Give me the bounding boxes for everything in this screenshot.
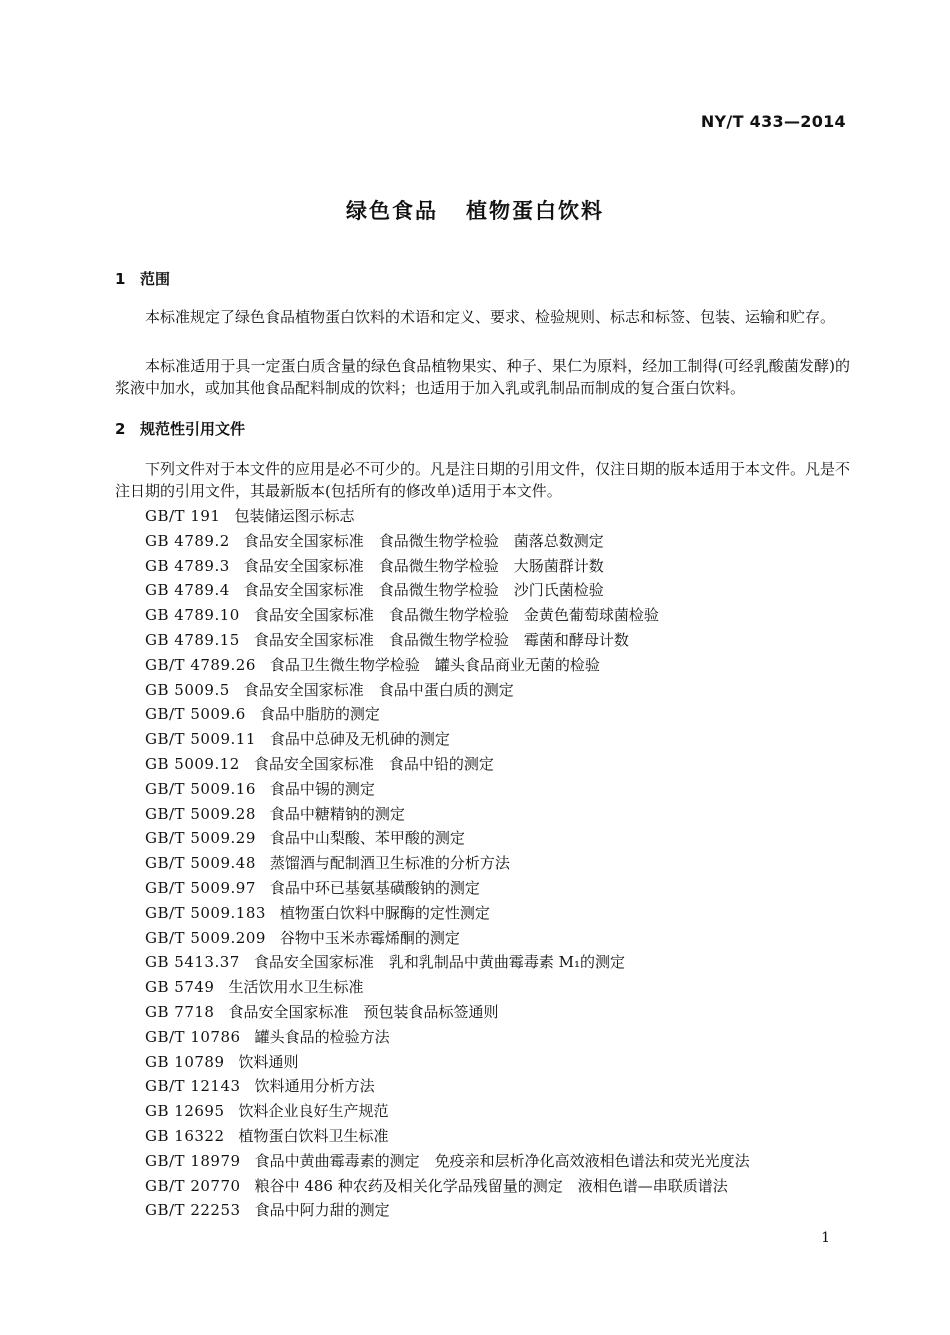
reference-code: GB 12695 bbox=[145, 1102, 225, 1121]
reference-title: 食品安全国家标准 食品微生物学检验 沙门氏菌检验 bbox=[243, 581, 604, 600]
section-1-heading bbox=[115, 268, 170, 289]
reference-title: 饮料企业良好生产规范 bbox=[238, 1102, 389, 1121]
reference-title: 食品安全国家标准 食品微生物学检验 霉菌和酵母计数 bbox=[253, 630, 629, 649]
reference-item bbox=[145, 975, 750, 1000]
reference-title: 食品安全国家标准 预包装食品标签通则 bbox=[228, 1002, 499, 1021]
reference-code: GB/T 18979 bbox=[145, 1151, 241, 1170]
reference-item bbox=[145, 1025, 750, 1050]
page-number: 1 bbox=[821, 1230, 830, 1246]
reference-title: 植物蛋白饮料卫生标准 bbox=[238, 1126, 389, 1145]
reference-code: GB 4789.15 bbox=[145, 630, 240, 649]
reference-code: GB 7718 bbox=[145, 1002, 215, 1021]
reference-list bbox=[145, 504, 750, 1223]
reference-title: 包装储运图示标志 bbox=[234, 507, 355, 525]
reference-title: 食品安全国家标准 食品微生物学检验 大肠菌群计数 bbox=[243, 556, 604, 575]
section-1-title: 范围 bbox=[140, 270, 171, 288]
reference-title: 食品安全国家标准 食品中蛋白质的测定 bbox=[243, 680, 514, 699]
title-part-1: 绿色食品 bbox=[346, 199, 438, 223]
reference-code: GB 5009.12 bbox=[145, 754, 240, 773]
reference-code: GB/T 5009.28 bbox=[145, 804, 256, 823]
reference-title: 食品安全国家标准 食品微生物学检验 菌落总数测定 bbox=[243, 531, 604, 550]
reference-item bbox=[145, 1149, 750, 1174]
reference-item bbox=[145, 727, 750, 752]
reference-title: 生活饮用水卫生标准 bbox=[228, 978, 364, 997]
reference-item bbox=[145, 826, 750, 851]
reference-code: GB/T 10786 bbox=[145, 1027, 241, 1046]
reference-title: 食品中环已基氨基磺酸钠的测定 bbox=[269, 878, 480, 897]
standard-code: NY/T 433—2014 bbox=[700, 112, 846, 131]
reference-code: GB/T 191 bbox=[145, 507, 221, 525]
reference-item bbox=[145, 1174, 750, 1199]
reference-item bbox=[145, 653, 750, 678]
reference-title: 食品安全国家标准 食品中铅的测定 bbox=[253, 754, 494, 773]
reference-title: 食品安全国家标准 乳和乳制品中黄曲霉毒素 M₁的测定 bbox=[253, 953, 625, 972]
reference-item bbox=[145, 802, 750, 827]
reference-item bbox=[145, 529, 750, 554]
reference-title: 食品卫生微生物学检验 罐头食品商业无菌的检验 bbox=[269, 655, 600, 674]
reference-code: GB 4789.4 bbox=[145, 581, 230, 600]
reference-code: GB/T 5009.97 bbox=[145, 878, 256, 897]
reference-item bbox=[145, 1050, 750, 1075]
section-1-paragraph-1: 本标准规定了绿色食品植物蛋白饮料的术语和定义、要求、检验规则、标志和标签、包装、运输和贮存。 bbox=[145, 308, 836, 326]
reference-code: GB/T 5009.29 bbox=[145, 829, 256, 848]
title-part-2: 植物蛋白饮料 bbox=[466, 199, 604, 223]
reference-item bbox=[145, 678, 750, 703]
reference-code: GB/T 5009.16 bbox=[145, 779, 256, 798]
reference-item bbox=[145, 901, 750, 926]
reference-code: GB/T 20770 bbox=[145, 1176, 241, 1195]
reference-title: 食品中锡的测定 bbox=[269, 779, 375, 798]
reference-code: GB 5413.37 bbox=[145, 953, 240, 972]
reference-code: GB/T 5009.183 bbox=[145, 903, 266, 922]
reference-title: 饮料通则 bbox=[238, 1052, 299, 1071]
reference-item bbox=[145, 876, 750, 901]
reference-code: GB 16322 bbox=[145, 1126, 225, 1145]
reference-title: 食品中总砷及无机砷的测定 bbox=[269, 730, 450, 749]
reference-title: 谷物中玉米赤霉烯酮的测定 bbox=[279, 928, 460, 947]
section-2-title: 规范性引用文件 bbox=[140, 420, 246, 438]
reference-item bbox=[145, 777, 750, 802]
reference-item bbox=[145, 950, 750, 975]
reference-item bbox=[145, 1124, 750, 1149]
reference-code: GB/T 5009.48 bbox=[145, 854, 256, 873]
reference-code: GB 10789 bbox=[145, 1052, 225, 1071]
reference-item bbox=[145, 1000, 750, 1025]
reference-item bbox=[145, 603, 750, 628]
reference-code: GB 5749 bbox=[145, 978, 215, 997]
reference-title: 食品中黄曲霉毒素的测定 免疫亲和层析净化高效液相色谱法和荧光光度法 bbox=[254, 1151, 750, 1170]
reference-title: 食品中阿力甜的测定 bbox=[254, 1201, 390, 1220]
reference-title: 植物蛋白饮料中脲酶的定性测定 bbox=[279, 903, 490, 922]
reference-item bbox=[145, 851, 750, 876]
section-1-paragraph-2: 本标准适用于具一定蛋白质含量的绿色食品植物果实、种子、果仁为原料，经加工制得(可经乳酸菌发酵)的浆液中加水，或加其他食品配料制成的饮料；也适用于加入乳或乳制品而制成的复合蛋白饮料。 bbox=[115, 357, 850, 397]
reference-title: 蒸馏酒与配制酒卫生标准的分析方法 bbox=[269, 854, 510, 873]
reference-title: 食品中糖精钠的测定 bbox=[269, 804, 405, 823]
reference-title: 食品中脂肪的测定 bbox=[259, 705, 380, 724]
reference-item bbox=[145, 504, 750, 529]
document-title bbox=[0, 195, 950, 225]
reference-code: GB/T 12143 bbox=[145, 1077, 241, 1096]
reference-item bbox=[145, 578, 750, 603]
section-1-number: 1 bbox=[115, 270, 126, 288]
reference-code: GB 4789.10 bbox=[145, 606, 240, 625]
section-2-heading bbox=[115, 418, 245, 439]
reference-code: GB/T 5009.6 bbox=[145, 705, 246, 724]
reference-code: GB 4789.3 bbox=[145, 556, 230, 575]
reference-code: GB/T 5009.209 bbox=[145, 928, 266, 947]
reference-title: 粮谷中 486 种农药及相关化学品残留量的测定 液相色谱—串联质谱法 bbox=[254, 1176, 728, 1195]
reference-title: 饮料通用分析方法 bbox=[254, 1077, 375, 1096]
reference-code: GB/T 5009.11 bbox=[145, 730, 256, 749]
section-2-number: 2 bbox=[115, 420, 126, 438]
reference-code: GB/T 4789.26 bbox=[145, 655, 256, 674]
reference-item bbox=[145, 926, 750, 951]
reference-code: GB 4789.2 bbox=[145, 531, 230, 550]
reference-title: 食品安全国家标准 食品微生物学检验 金黄色葡萄球菌检验 bbox=[253, 606, 659, 625]
reference-item bbox=[145, 1198, 750, 1223]
reference-item bbox=[145, 554, 750, 579]
reference-code: GB/T 22253 bbox=[145, 1201, 241, 1220]
reference-item bbox=[145, 752, 750, 777]
reference-code: GB 5009.5 bbox=[145, 680, 230, 699]
reference-item bbox=[145, 1099, 750, 1124]
reference-item bbox=[145, 1074, 750, 1099]
reference-item bbox=[145, 702, 750, 727]
section-2-intro: 下列文件对于本文件的应用是必不可少的。凡是注日期的引用文件，仅注日期的版本适用于本文件。凡是不注日期的引用文件，其最新版本(包括所有的修改单)适用于本文件。 bbox=[115, 460, 851, 500]
reference-title: 罐头食品的检验方法 bbox=[254, 1027, 390, 1046]
reference-title: 食品中山梨酸、苯甲酸的测定 bbox=[269, 829, 465, 848]
reference-item bbox=[145, 628, 750, 653]
